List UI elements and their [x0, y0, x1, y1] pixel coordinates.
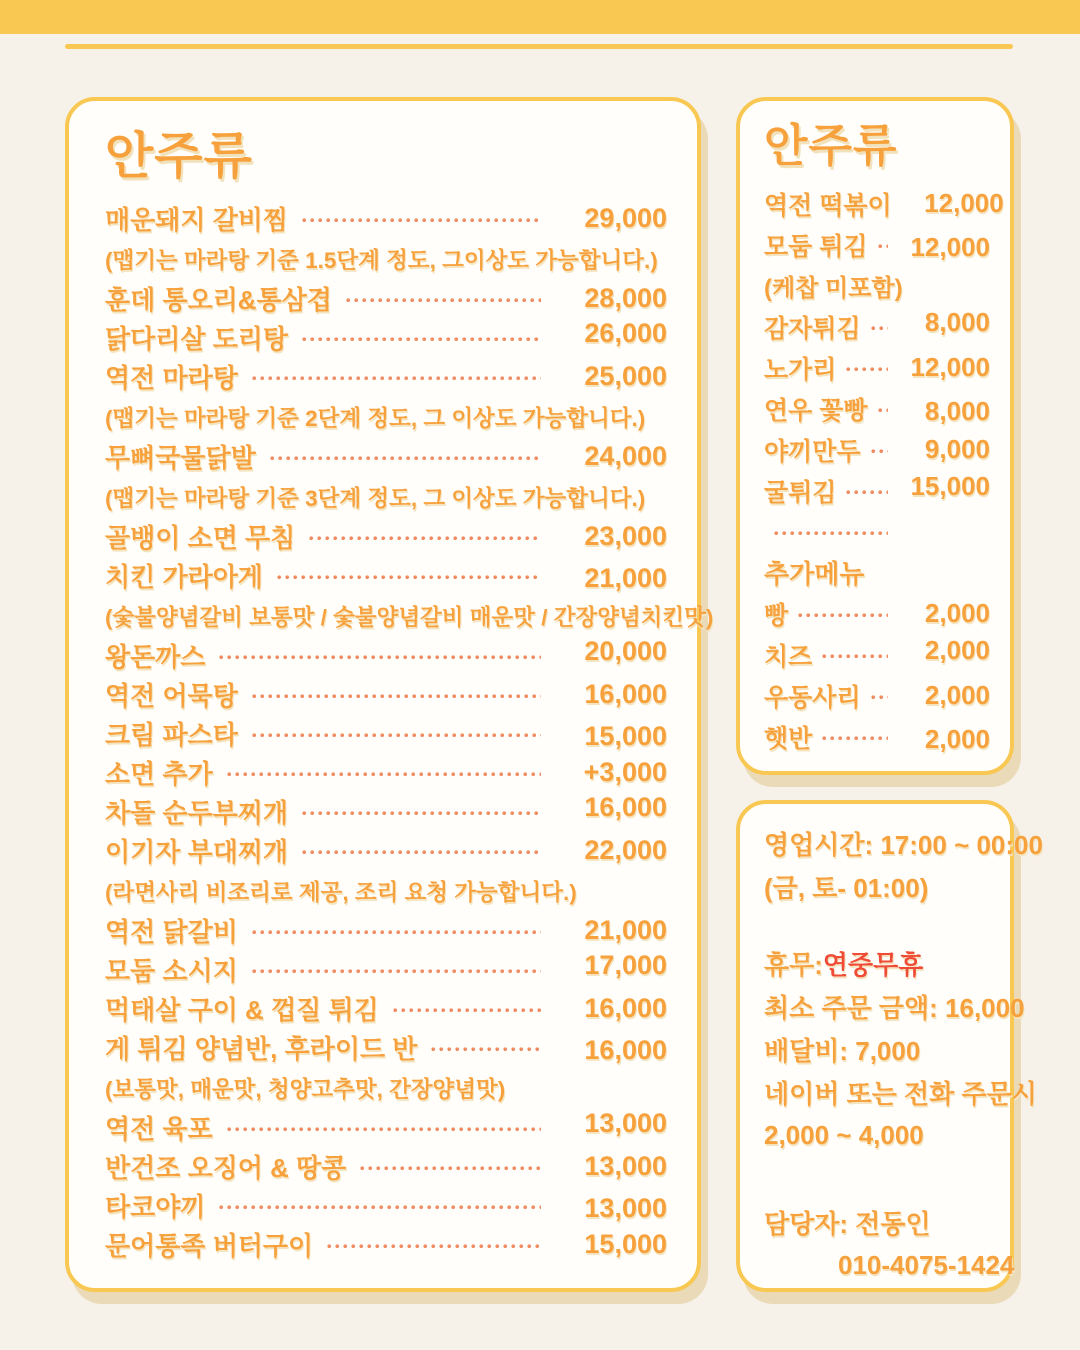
- menu-row: [105, 437, 667, 476]
- dotted-leader: [252, 694, 541, 699]
- dotted-leader: [431, 1047, 541, 1052]
- menu-row: [764, 675, 990, 716]
- menu-item-name: 먹태살 구이 & 껍질 튀김: [105, 995, 379, 1025]
- menu-row: [105, 238, 667, 279]
- info-line: [764, 822, 1043, 865]
- menu-item-note: (라면사리 비조리로 제공, 조리 요청 가능합니다.): [105, 879, 577, 905]
- menu-item-name: 소면 추가: [105, 759, 213, 789]
- menu-item-price: 12,000: [910, 232, 990, 262]
- menu-row: [105, 714, 667, 753]
- menu-row: [105, 199, 667, 238]
- menu-item-price: 2,000: [924, 598, 990, 628]
- main-menu-panel: [65, 97, 714, 1292]
- menu-row: [764, 470, 990, 511]
- info-rows: [764, 822, 1043, 1287]
- menu-row: [105, 1225, 667, 1264]
- menu-item-name: 치킨 가라아게: [105, 562, 263, 592]
- menu-item-price: +3,000: [583, 757, 667, 787]
- dotted-leader: [252, 376, 541, 381]
- menu-item-name: 반건조 오징어 & 땅콩: [105, 1153, 347, 1183]
- dotted-leader: [393, 1008, 541, 1013]
- main-menu-rows: [105, 199, 714, 1264]
- dotted-leader: [277, 575, 541, 580]
- menu-row: [105, 318, 667, 357]
- menu-item-name: 우동사리: [764, 683, 861, 712]
- menu-row: [105, 675, 667, 714]
- menu-item-price: 8,000: [924, 307, 990, 337]
- menu-item-price: 23,000: [584, 521, 667, 551]
- menu-item-price: 12,000: [924, 188, 1004, 218]
- menu-item-name: 모둠 소시지: [105, 956, 238, 986]
- info-line: [764, 1114, 994, 1157]
- menu-item-name: 닭다리살 도리탕: [105, 324, 289, 354]
- menu-item-price: 13,000: [584, 1193, 667, 1223]
- menu-row: [105, 556, 667, 595]
- right-column: [736, 97, 1043, 1292]
- dotted-leader: [252, 969, 541, 974]
- menu-row: [105, 792, 667, 831]
- info-line-text: 최소 주문 금액: 16,000: [764, 993, 1025, 1023]
- menu-row: [764, 265, 990, 306]
- menu-item-name: 이기자 부대찌개: [105, 837, 289, 867]
- menu-item-note: (케찹 미포함): [764, 275, 903, 302]
- menu-item-price: 2,000: [924, 635, 990, 665]
- dotted-leader: [252, 733, 541, 738]
- dotted-leader: [822, 736, 888, 741]
- menu-item-note: (맵기는 마라탕 기준 3단계 정도, 그 이상도 가능합니다.): [105, 485, 646, 511]
- menu-item-price: 24,000: [584, 441, 667, 471]
- menu-item-name: 크림 파스타: [105, 720, 238, 750]
- menu-row: [764, 183, 1004, 224]
- menu-item-name: 골뱅이 소면 무침: [105, 523, 296, 553]
- dotted-leader: [227, 772, 541, 777]
- menu-row: [105, 595, 714, 636]
- info-line: [764, 1071, 1037, 1114]
- dotted-leader: [302, 811, 541, 816]
- menu-item-name: 추가메뉴: [764, 559, 865, 589]
- menu-row: [764, 306, 990, 347]
- menu-item-name: 노가리: [764, 355, 837, 384]
- menu-row: [105, 1147, 667, 1186]
- menu-row: [764, 716, 990, 757]
- info-line-text: 휴무:: [764, 950, 823, 980]
- menu-row: [105, 476, 667, 517]
- menu-item-price: 16,000: [584, 1035, 667, 1065]
- menu-row: [105, 950, 667, 989]
- menu-item-note: (맵기는 마라탕 기준 2단계 정도, 그 이상도 가능합니다.): [105, 405, 646, 431]
- dotted-leader: [219, 655, 541, 660]
- menu-item-name: 게 튀김 양념반, 후라이드 반: [105, 1034, 418, 1064]
- menu-row: [105, 911, 667, 950]
- dotted-leader: [871, 449, 888, 454]
- menu-item-name: 빵: [764, 601, 789, 630]
- main-menu-title: 안주류: [105, 128, 253, 184]
- menu-item-name: 훈데 통오리&통삼겹: [105, 285, 332, 315]
- menu-item-name: 차돌 순두부찌개: [105, 798, 289, 828]
- side-menu-title: 안주류: [764, 120, 898, 171]
- menu-row: [105, 1186, 667, 1225]
- menu-item-price: 29,000: [584, 203, 667, 233]
- dotted-leader: [774, 531, 888, 536]
- menu-item-price: 9,000: [924, 434, 990, 464]
- dotted-leader: [302, 850, 541, 855]
- menu-row: [105, 396, 667, 437]
- info-line-text: 네이버 또는 전화 주문시: [764, 1079, 1037, 1109]
- menu-row: [105, 753, 667, 792]
- menu-row: [764, 552, 990, 593]
- menu-item-price: 13,000: [584, 1151, 667, 1181]
- menu-item-price: 12,000: [910, 352, 990, 382]
- menu-item-note: (보통맛, 매운맛, 청양고추맛, 간장양념맛): [105, 1076, 506, 1102]
- menu-item-price: 25,000: [584, 361, 667, 391]
- menu-item-price: 21,000: [584, 563, 667, 593]
- header-divider-line: [65, 44, 1013, 49]
- info-line: [764, 908, 994, 942]
- menu-item-price: 15,000: [584, 1229, 667, 1259]
- menu-item-name: 치즈: [764, 642, 813, 671]
- menu-item-price: 15,000: [910, 471, 990, 501]
- dotted-leader: [822, 654, 888, 659]
- dotted-leader: [302, 218, 541, 223]
- info-line-highlight: 연중무휴: [822, 950, 924, 980]
- menu-item-note: (맵기는 마라탕 기준 1.5단계 정도, 그이상도 가능합니다.): [105, 247, 658, 273]
- menu-item-price: 13,000: [584, 1108, 667, 1138]
- menu-row: [105, 1067, 667, 1108]
- info-line: [764, 1157, 994, 1201]
- dotted-leader: [846, 490, 888, 495]
- info-line-text: 2,000 ~ 4,000: [764, 1120, 924, 1150]
- dotted-leader: [346, 298, 541, 303]
- menu-item-price: 21,000: [584, 915, 667, 945]
- dotted-leader: [798, 613, 888, 618]
- menu-item-name: 감자튀김: [764, 314, 861, 343]
- menu-item-price: 8,000: [924, 396, 990, 426]
- info-line: [764, 942, 994, 985]
- menu-row: [764, 388, 990, 429]
- menu-row: [105, 989, 667, 1028]
- menu-item-name: 역전 닭갈비: [105, 917, 238, 947]
- menu-row: [105, 357, 667, 396]
- menu-item-name: 왕돈까스: [105, 642, 206, 672]
- info-panel: [736, 800, 1043, 1292]
- menu-row: [105, 831, 667, 870]
- menu-item-price: 26,000: [584, 318, 667, 348]
- dotted-leader: [878, 244, 888, 249]
- menu-row: [764, 593, 990, 634]
- menu-item-name: 문어통족 버터구이: [105, 1231, 314, 1261]
- dotted-leader: [252, 930, 541, 935]
- menu-item-price: 15,000: [584, 721, 667, 751]
- info-line: [764, 1201, 994, 1244]
- menu-item-name: 굴튀김: [764, 478, 837, 507]
- menu-item-name: 매운돼지 갈비찜: [105, 205, 289, 235]
- menu-row: [105, 1108, 667, 1147]
- menu-item-name: 역전 어묵탕: [105, 681, 238, 711]
- menu-item-price: 2,000: [924, 680, 990, 710]
- menu-item-name: 야끼만두: [764, 437, 861, 466]
- menu-item-name: 타코야끼: [105, 1192, 206, 1222]
- menu-item-name: 햇반: [764, 724, 813, 753]
- side-menu-panel: [736, 97, 1014, 775]
- menu-row: [764, 347, 990, 388]
- menu-row: [105, 517, 667, 556]
- menu-item-price: 22,000: [584, 835, 667, 865]
- menu-item-price: 28,000: [584, 283, 667, 313]
- menu-item-name: 무뼈국물닭발: [105, 443, 256, 473]
- info-line-text: 담당자: 전동인: [764, 1209, 931, 1239]
- menu-item-price: 16,000: [584, 993, 667, 1023]
- menu-columns: [65, 97, 1043, 1292]
- info-line: [764, 865, 994, 908]
- menu-row: [764, 224, 990, 265]
- menu-item-name: 연우 꽃빵: [764, 396, 868, 425]
- dotted-leader: [871, 326, 888, 331]
- info-line-text: 영업시간: 17:00 ~ 00:00: [764, 830, 1043, 860]
- info-line-text: 010-4075-1424: [838, 1250, 1015, 1280]
- info-line: [764, 1028, 994, 1071]
- dotted-leader: [360, 1166, 541, 1171]
- menu-item-price: 17,000: [584, 950, 667, 980]
- dotted-leader: [227, 1127, 541, 1132]
- dotted-leader: [309, 536, 541, 541]
- menu-row: [105, 1028, 667, 1067]
- menu-row: [764, 429, 990, 470]
- menu-row: [764, 511, 990, 552]
- menu-item-price: 16,000: [584, 679, 667, 709]
- menu-row: [105, 636, 667, 675]
- info-line-text: 배달비: 7,000: [764, 1036, 921, 1066]
- dotted-leader: [871, 695, 888, 700]
- dotted-leader: [878, 408, 888, 413]
- dotted-leader: [219, 1205, 541, 1210]
- info-line: [764, 985, 1025, 1028]
- info-line: [764, 1244, 1015, 1287]
- menu-item-name: 역전 육포: [105, 1114, 213, 1144]
- menu-item-name: 역전 떡볶이: [764, 191, 892, 220]
- info-line-text: (금, 토- 01:00): [764, 873, 929, 903]
- menu-item-price: 2,000: [924, 724, 990, 754]
- dotted-leader: [846, 367, 888, 372]
- menu-item-price: 20,000: [584, 636, 667, 666]
- menu-row: [105, 279, 667, 318]
- menu-item-price: 16,000: [584, 792, 667, 822]
- dotted-leader: [302, 337, 541, 342]
- side-menu-rows: [764, 183, 1004, 757]
- menu-item-name: 역전 마라탕: [105, 363, 238, 393]
- dotted-leader: [327, 1244, 541, 1249]
- menu-item-note: (숯불양념갈비 보통맛 / 숯불양념갈비 매운맛 / 간장양념치킨맛): [105, 604, 714, 630]
- menu-row: [105, 870, 667, 911]
- top-banner: [0, 0, 1080, 34]
- menu-item-name: 모둠 튀김: [764, 232, 868, 261]
- dotted-leader: [270, 456, 541, 461]
- menu-row: [764, 634, 990, 675]
